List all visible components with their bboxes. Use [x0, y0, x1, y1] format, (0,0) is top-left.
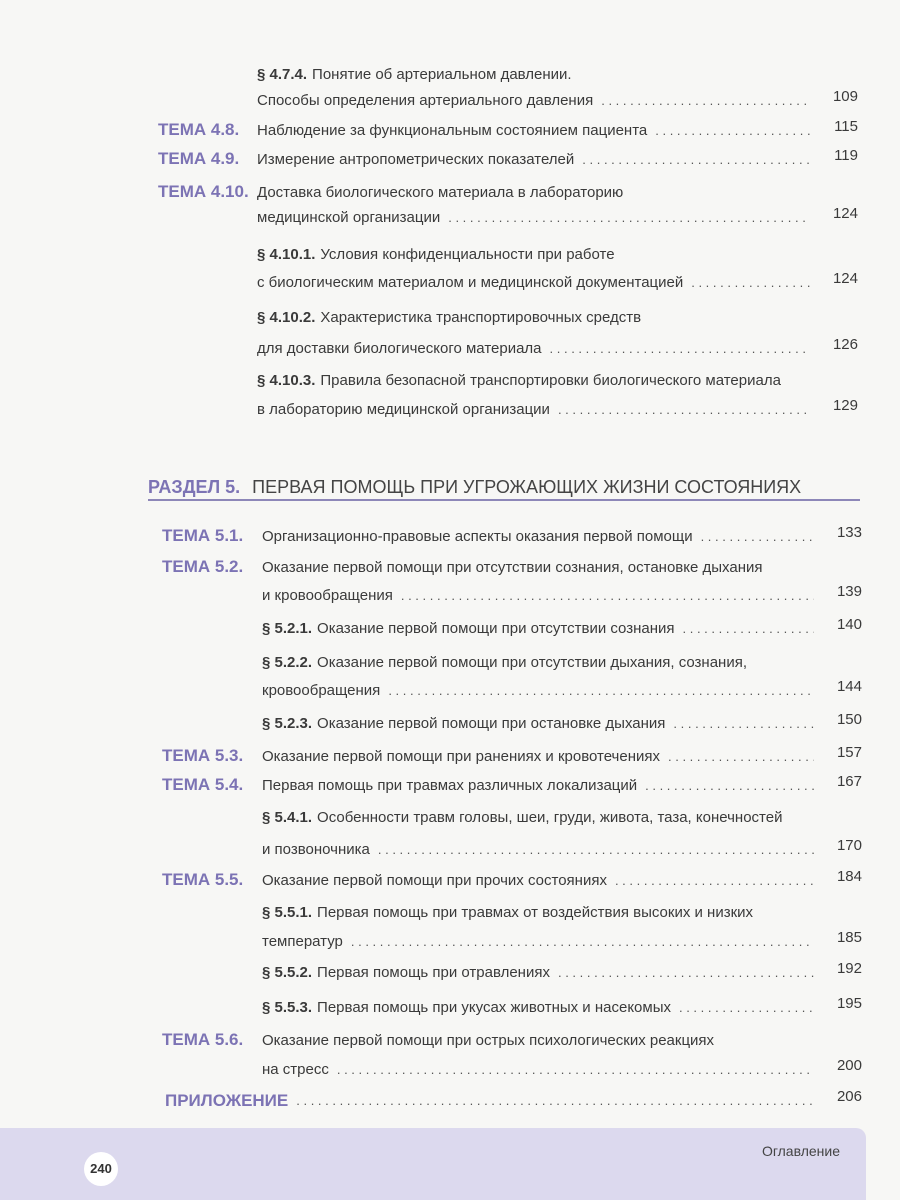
entry-text: в лабораторию медицинской организации — [257, 401, 550, 418]
page-ref: 109 — [832, 88, 858, 105]
topic-label: ТЕМА 5.3. — [162, 746, 244, 765]
page-ref: 157 — [836, 744, 862, 761]
entry-text: и кровообращения — [262, 587, 393, 604]
appendix-entry[interactable] — [165, 1091, 822, 1111]
section-heading[interactable] — [148, 476, 801, 498]
entry-text: Оказание первой помощи при остановке дыхания — [317, 715, 666, 732]
paragraph-number: § 5.5.2. — [262, 964, 313, 981]
toc-line — [257, 308, 641, 328]
page-ref: 206 — [836, 1088, 862, 1105]
paragraph-number: § 5.4.1. — [262, 809, 313, 826]
section-title: ПЕРВАЯ ПОМОЩЬ ПРИ УГРОЖАЮЩИХ ЖИЗНИ СОСТОЯНИЯХ — [252, 477, 802, 497]
paragraph-number: § 4.10.3. — [257, 372, 316, 389]
dot-leader — [655, 121, 810, 141]
toc-line — [257, 273, 818, 293]
toc-line — [262, 903, 753, 923]
page-ref: 129 — [832, 397, 858, 414]
dot-leader — [683, 619, 815, 639]
paragraph-number: § 5.5.1. — [262, 904, 313, 921]
entry-text: и позвоночника — [262, 841, 370, 858]
section-label: РАЗДЕЛ 5. — [148, 477, 241, 497]
page-ref: 140 — [836, 616, 862, 633]
toc-line — [262, 998, 822, 1018]
topic-label: ТЕМА 5.4. — [162, 775, 244, 794]
toc-line — [262, 586, 822, 606]
page-ref: 139 — [836, 583, 862, 600]
topic-label: ТЕМА 4.9. — [158, 149, 240, 168]
dot-leader — [673, 714, 814, 734]
entry-text: Оказание первой помощи при отсутствии сознания — [317, 620, 675, 637]
entry-text: Первая помощь при укусах животных и насекомых — [317, 999, 671, 1016]
toc-line — [262, 619, 822, 639]
paragraph-number: § 5.2.1. — [262, 620, 313, 637]
section-divider — [148, 499, 860, 501]
entry-text: Оказание первой помощи при прочих состояниях — [262, 872, 607, 889]
dot-leader — [401, 586, 814, 606]
toc-line — [257, 65, 572, 85]
topic-label: ТЕМА 5.2. — [162, 557, 244, 576]
entry-text: Организационно-правовые аспекты оказания первой помощи — [262, 528, 693, 545]
dot-leader — [296, 1091, 814, 1111]
topic-label: ТЕМА 5.1. — [162, 526, 244, 545]
entry-text: для доставки биологического материала — [257, 340, 542, 357]
page-ref: 192 — [836, 960, 862, 977]
entry-text: на стресс — [262, 1061, 329, 1078]
page-ref: 133 — [836, 524, 862, 541]
dot-leader — [558, 963, 814, 983]
toc-line — [257, 371, 781, 391]
entry-text: Особенности травм головы, шеи, груди, живота, таза, конечностей — [317, 809, 783, 826]
page-ref: 185 — [836, 929, 862, 946]
toc-line — [257, 339, 818, 359]
dot-leader — [388, 681, 814, 701]
dot-leader — [701, 527, 814, 547]
page-number: 240 — [84, 1152, 118, 1186]
toc-line — [262, 871, 822, 891]
page-ref: 195 — [836, 995, 862, 1012]
toc-line — [262, 932, 822, 952]
page-ref: 184 — [836, 868, 862, 885]
entry-text: Способы определения артериального давления — [257, 92, 594, 109]
toc-line — [262, 776, 822, 796]
dot-leader — [615, 871, 814, 891]
topic-label: ТЕМА 5.6. — [162, 1030, 244, 1049]
paragraph-number: § 5.2.3. — [262, 715, 313, 732]
page-ref: 115 — [834, 118, 858, 135]
entry-text: Понятие об артериальном давлении. — [312, 66, 572, 83]
toc-line — [262, 558, 763, 578]
page-ref: 126 — [832, 336, 858, 353]
running-title: Оглавление — [761, 1143, 840, 1159]
paragraph-number: § 4.10.1. — [257, 246, 316, 263]
page-ref: 200 — [836, 1057, 862, 1074]
page-ref: 150 — [836, 711, 862, 728]
topic-label: ТЕМА 4.8. — [158, 120, 240, 139]
dot-leader — [550, 339, 810, 359]
toc-line — [262, 653, 747, 673]
entry-text: Первая помощь при травмах от воздействия высоких и низких — [317, 904, 754, 921]
entry-text: температур — [262, 933, 343, 950]
dot-leader — [351, 932, 814, 952]
toc-line — [262, 808, 782, 828]
dot-leader — [645, 776, 814, 796]
entry-text: Первая помощь при травмах различных локализаций — [262, 777, 638, 794]
appendix-label: ПРИЛОЖЕНИЕ — [165, 1091, 289, 1110]
page-ref: 167 — [836, 773, 862, 790]
entry-text: Оказание первой помощи при ранениях и кровотечениях — [262, 748, 660, 765]
page-ref: 124 — [832, 270, 858, 287]
entry-text: Условия конфиденциальности при работе — [320, 246, 615, 263]
topic-label: ТЕМА 4.10. — [158, 182, 249, 201]
dot-leader — [691, 273, 810, 293]
entry-text: Измерение антропометрических показателей — [257, 151, 575, 168]
entry-text: медицинской организации — [257, 209, 441, 226]
entry-text: кровообращения — [262, 682, 381, 699]
dot-leader — [337, 1060, 814, 1080]
dot-leader — [582, 150, 810, 170]
toc-line — [262, 714, 822, 734]
page-ref: 124 — [832, 205, 858, 222]
entry-text: Правила безопасной транспортировки биологического материала — [320, 372, 781, 389]
entry-text: Оказание первой помощи при отсутствии сознания, остановке дыхания — [262, 559, 763, 576]
dot-leader — [601, 91, 810, 111]
toc-line — [262, 1060, 822, 1080]
toc-line — [257, 150, 818, 170]
entry-text: Оказание первой помощи при отсутствии дыхания, сознания, — [317, 654, 747, 671]
entry-text: с биологическим материалом и медицинской документацией — [257, 274, 684, 291]
entry-text: Характеристика транспортировочных средств — [320, 309, 642, 326]
paragraph-number: § 4.7.4. — [257, 66, 308, 83]
dot-leader — [679, 998, 814, 1018]
entry-text: Оказание первой помощи при острых психологических реакциях — [262, 1032, 715, 1049]
toc-line — [257, 400, 818, 420]
toc-line — [262, 1031, 714, 1051]
dot-leader — [558, 400, 810, 420]
toc-line — [262, 681, 822, 701]
toc-line — [262, 527, 822, 547]
toc-line — [257, 245, 615, 265]
footer-band — [0, 1128, 866, 1200]
toc-line — [257, 208, 818, 228]
toc-line — [257, 183, 623, 203]
paragraph-number: § 5.5.3. — [262, 999, 313, 1016]
toc-line — [257, 91, 818, 111]
entry-text: Доставка биологического материала в лабораторию — [257, 184, 624, 201]
dot-leader — [668, 747, 814, 767]
toc-line — [262, 840, 822, 860]
page-ref: 119 — [834, 147, 858, 164]
paragraph-number: § 4.10.2. — [257, 309, 316, 326]
toc-line — [262, 747, 822, 767]
paragraph-number: § 5.2.2. — [262, 654, 313, 671]
page-ref: 170 — [836, 837, 862, 854]
topic-label: ТЕМА 5.5. — [162, 870, 244, 889]
dot-leader — [378, 840, 814, 860]
page-ref: 144 — [836, 678, 862, 695]
dot-leader — [448, 208, 810, 228]
toc-line — [257, 121, 818, 141]
entry-text: Первая помощь при отравлениях — [317, 964, 550, 981]
entry-text: Наблюдение за функциональным состоянием пациента — [257, 122, 648, 139]
toc-line — [262, 963, 822, 983]
